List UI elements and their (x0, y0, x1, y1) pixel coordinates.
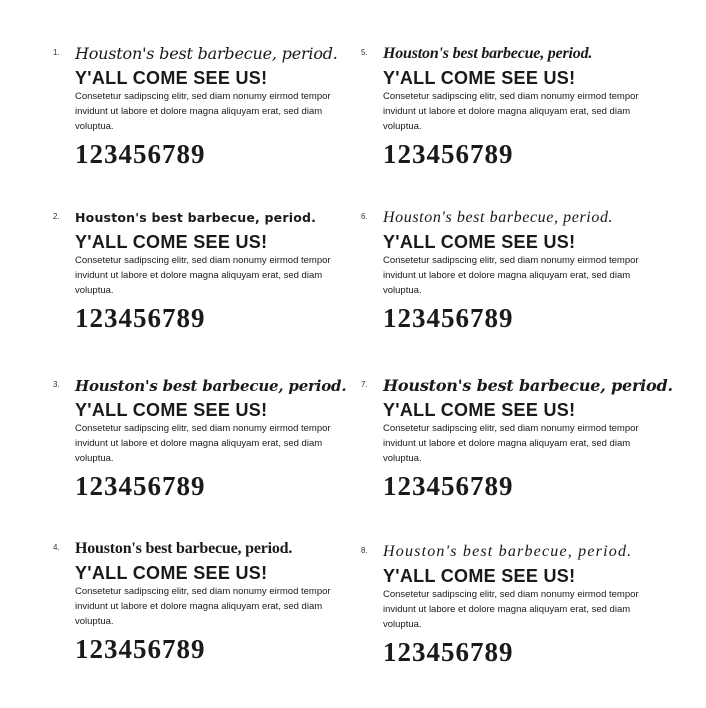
specimen-digits: 123456789 (383, 303, 514, 333)
specimen-headline: Y'ALL COME SEE US! (383, 400, 576, 420)
specimen-tagline: Houston's best barbecue, period. (75, 210, 317, 225)
specimen-digits: 123456789 (75, 471, 206, 501)
specimen-4 (53, 539, 365, 664)
specimen-headline: Y'ALL COME SEE US! (383, 232, 576, 252)
specimen-number: 5. (361, 48, 368, 57)
specimen-6 (361, 208, 673, 333)
specimen-number: 7. (361, 380, 368, 389)
specimen-digits: 123456789 (75, 303, 206, 333)
specimen-tagline: Houston's best barbecue, period. (75, 540, 293, 557)
specimen-headline: Y'ALL COME SEE US! (75, 232, 268, 252)
specimen-body-text: Consetetur sadipscing elitr, sed diam nonumy eirmod tempor invidunt ut labore et dolore magna aliquyam erat, sed diam voluptua. (75, 255, 331, 296)
specimen-7 (361, 376, 673, 501)
specimen-3 (53, 376, 365, 501)
specimen-tagline: Houston's best barbecue, period. (383, 45, 593, 62)
specimen-number: 4. (53, 543, 60, 552)
specimen-headline: Y'ALL COME SEE US! (383, 566, 576, 586)
specimen-digits: 123456789 (383, 471, 514, 501)
specimen-body-text: Consetetur sadipscing elitr, sed diam nonumy eirmod tempor invidunt ut labore et dolore magna aliquyam erat, sed diam voluptua. (383, 91, 639, 132)
specimen-body-text: Consetetur sadipscing elitr, sed diam nonumy eirmod tempor invidunt ut labore et dolore magna aliquyam erat, sed diam voluptua. (75, 91, 331, 132)
specimen-body-text: Consetetur sadipscing elitr, sed diam nonumy eirmod tempor invidunt ut labore et dolore magna aliquyam erat, sed diam voluptua. (383, 255, 639, 296)
specimen-tagline: Houston's best barbecue, period. (383, 543, 633, 560)
specimen-headline: Y'ALL COME SEE US! (75, 400, 268, 420)
specimen-digits: 123456789 (383, 637, 514, 667)
specimen-body-text: Consetetur sadipscing elitr, sed diam nonumy eirmod tempor invidunt ut labore et dolore magna aliquyam erat, sed diam voluptua. (383, 589, 639, 630)
specimen-tagline: Houston's best barbecue, period. (75, 377, 347, 395)
specimen-tagline: Houston's best barbecue, period. (383, 209, 614, 226)
specimen-body-text: Consetetur sadipscing elitr, sed diam nonumy eirmod tempor invidunt ut labore et dolore magna aliquyam erat, sed diam voluptua. (383, 423, 639, 464)
specimen-digits: 123456789 (75, 634, 206, 664)
specimen-headline: Y'ALL COME SEE US! (75, 563, 268, 583)
specimen-digits: 123456789 (383, 139, 514, 169)
specimen-8 (361, 542, 673, 667)
specimen-number: 8. (361, 546, 368, 555)
specimen-number: 6. (361, 212, 368, 221)
specimen-5 (361, 44, 673, 169)
specimen-2 (53, 208, 365, 333)
specimen-1 (53, 44, 365, 169)
specimen-headline: Y'ALL COME SEE US! (383, 68, 576, 88)
specimen-body-text: Consetetur sadipscing elitr, sed diam nonumy eirmod tempor invidunt ut labore et dolore magna aliquyam erat, sed diam voluptua. (75, 586, 331, 627)
specimen-body-text: Consetetur sadipscing elitr, sed diam nonumy eirmod tempor invidunt ut labore et dolore magna aliquyam erat, sed diam voluptua. (75, 423, 331, 464)
specimen-tagline: Houston's best barbecue, period. (383, 376, 673, 395)
specimen-number: 3. (53, 380, 60, 389)
specimen-tagline: Houston's best barbecue, period. (75, 44, 338, 63)
specimen-headline: Y'ALL COME SEE US! (75, 68, 268, 88)
specimen-number: 1. (53, 48, 60, 57)
specimen-number: 2. (53, 212, 60, 221)
specimen-digits: 123456789 (75, 139, 206, 169)
